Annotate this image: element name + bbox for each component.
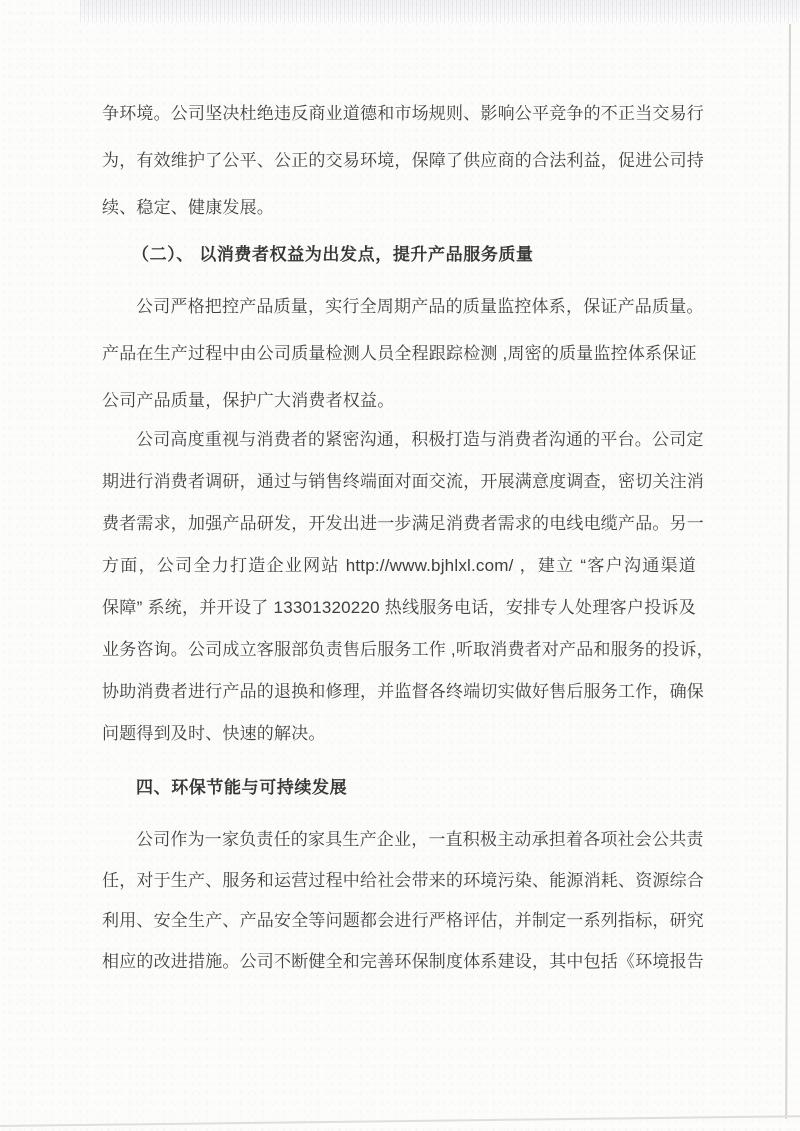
- text-line: 公司作为一家负责任的家具生产企业，一直积极主动承担着各项社会公共责: [136, 830, 704, 849]
- text-line: 保障” 系统，并开设了 13301320220 热线服务电话，安排专人处理客户投诉及: [102, 598, 696, 617]
- text-line: 公司产品质量，保护广大消费者权益。: [102, 391, 395, 410]
- text-line: 期进行消费者调研，通过与销售终端面对面交流，开展满意度调查，密切关注消: [102, 472, 704, 491]
- paragraph-consumer-communication: [102, 419, 714, 755]
- paragraph-product-quality: [102, 283, 704, 424]
- text-line: 相应的改进措施。公司不断健全和完善环保制度体系建设，其中包括《环境报告: [102, 951, 704, 971]
- text-line: 问题得到及时、快速的解决。: [102, 724, 326, 743]
- text-line: 争环境。公司坚决杜绝违反商业道德和市场规则、影响公平竞争的不正当交易行: [102, 104, 704, 123]
- paragraph-social-responsibility: [102, 820, 704, 982]
- text-line: 公司高度重视与消费者的紧密沟通，积极打造与消费者沟通的平台。公司定: [136, 430, 704, 449]
- text-line: 产品在生产过程中由公司质量检测人员全程跟踪检测 ,周密的质量监控体系保证: [102, 344, 697, 363]
- text-line: 续、稳定、健康发展。: [102, 198, 274, 217]
- text-line: 方面，公司全力打造企业网站 http://www.bjhlxl.com/ ，建立 “客户沟通渠道: [102, 556, 696, 575]
- text-line: 公司严格把控产品质量，实行全周期产品的质量监控体系，保证产品质量。: [136, 297, 704, 316]
- text-line: 为，有效维护了公平、公正的交易环境，保障了供应商的合法利益，促进公司持: [102, 151, 704, 170]
- scan-noise-band: [80, 0, 800, 22]
- text-line: 费者需求，加强产品研发，开发出进一步满足消费者需求的电线电缆产品。另一: [102, 514, 704, 533]
- text-line: 任，对于生产、服务和运营过程中给社会带来的环境污染、能源消耗、资源综合: [102, 870, 704, 890]
- section-heading-environment: 四、环保节能与可持续发展: [136, 778, 348, 797]
- scan-edge-line-vertical: [785, 24, 791, 1119]
- text-line: 利用、安全生产、产品安全等问题都会进行严格评估，并制定一系列指标，研究: [102, 911, 704, 930]
- paragraph-fair-competition: [102, 90, 704, 231]
- text-line: 协助消费者进行产品的退换和修理，并监督各终端切实做好售后服务工作，确保: [102, 682, 704, 701]
- text-line: 业务咨询。公司成立客服部负责售后服务工作 ,听取消费者对产品和服务的投诉，: [102, 640, 714, 659]
- section-heading-consumer-rights: （二）、 以消费者权益为出发点，提升产品服务质量: [132, 245, 534, 264]
- scan-edge-line-horizontal: [0, 1115, 800, 1127]
